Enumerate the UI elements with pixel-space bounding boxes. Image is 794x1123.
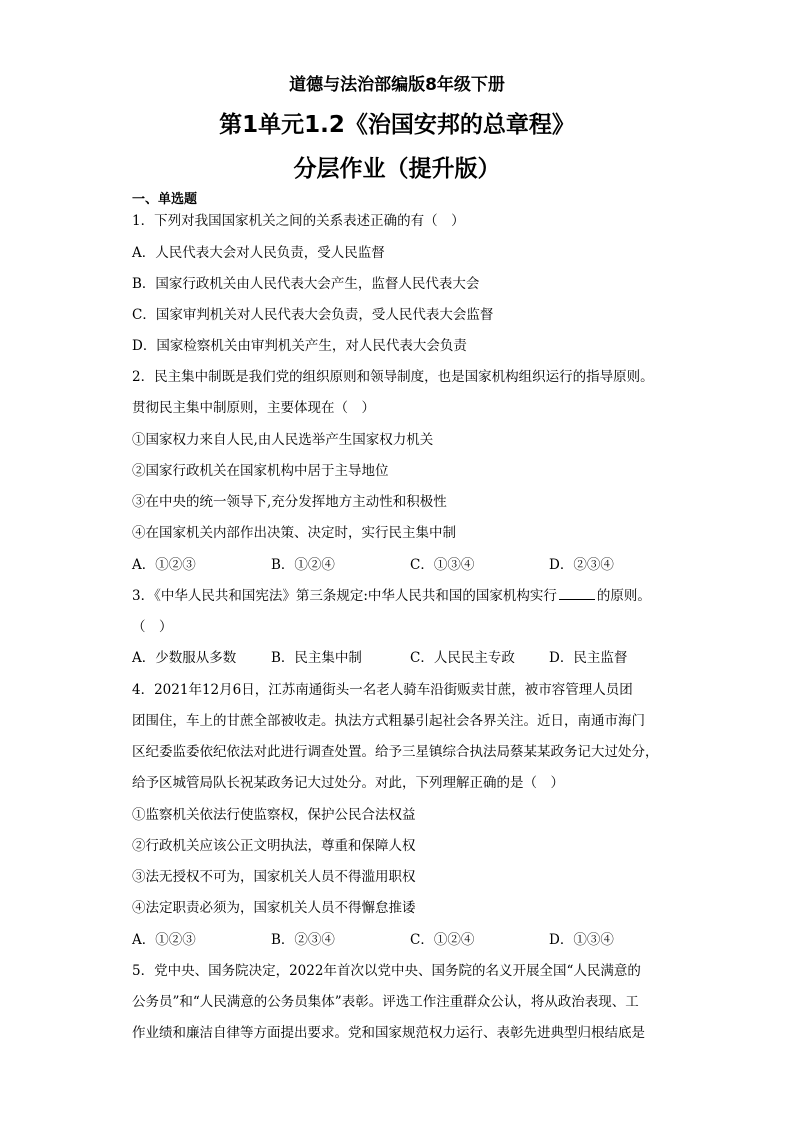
q1-option-a: A．人民代表大会对人民负责，受人民监督 xyxy=(132,245,385,261)
q4-stem-line4: 给予区城管局队长祝某政务记大过处分。对此，下列理解正确的是（ ） xyxy=(132,775,564,791)
q2-statement-2: ②国家行政机关在国家机构中居于主导地位 xyxy=(132,463,389,479)
q2-stem-line2: 贯彻民主集中制原则，主要体现在（ ） xyxy=(132,400,375,416)
document-subtitle: 道德与法治部编版8年级下册 xyxy=(289,75,505,95)
q3-option-d: D．民主监督 xyxy=(549,650,628,666)
q2-stem-line1: 2．民主集中制既是我们党的组织原则和领导制度，也是国家机构组织运行的指导原则。 xyxy=(132,369,654,385)
q3-paren: （ ） xyxy=(132,619,173,635)
q5-stem-line3: 作业绩和廉洁自律等方面提出要求。党和国家规范权力运行、表彰先进典型归根结底是 xyxy=(132,1025,645,1041)
q2-option-c: C．①③④ xyxy=(410,557,475,573)
q2-option-a: A．①②③ xyxy=(132,557,196,573)
q4-stem-line1: 4．2021年12月6日，江苏南通街头一名老人骑车沿街贩卖甘蔗，被市容管理人员团 xyxy=(132,682,633,698)
q4-stem-line2: 团围住，车上的甘蔗全部被收走。执法方式粗暴引起社会各界关注。近日，南通市海门 xyxy=(132,713,645,729)
q1-option-d: D．国家检察机关由审判机关产生，对人民代表大会负责 xyxy=(132,338,467,354)
q5-stem-line1: 5．党中央、国务院决定，2022年首次以党中央、国务院的名义开展全国“人民满意的 xyxy=(132,963,641,979)
q1-stem: 1．下列对我国国家机关之间的关系表述正确的有（ ） xyxy=(132,213,465,229)
q4-statement-1: ①监察机关依法行使监察权，保护公民合法权益 xyxy=(132,807,416,823)
q3-stem-after: 的原则。 xyxy=(596,588,651,604)
document-title-variant: 分层作业（提升版） xyxy=(293,156,501,182)
q4-option-c: C．①②④ xyxy=(410,932,475,948)
q4-statement-4: ④法定职责必须为，国家机关人员不得懈怠推诿 xyxy=(132,900,416,916)
q2-option-d: D．②③④ xyxy=(549,557,614,573)
q2-statement-3: ③在中央的统一领导下,充分发挥地方主动性和积极性 xyxy=(132,494,447,510)
q2-statement-1: ①国家权力来自人民,由人民选举产生国家权力机关 xyxy=(132,432,434,448)
q1-option-c: C．国家审判机关对人民代表大会负责，受人民代表大会监督 xyxy=(132,307,494,323)
q3-stem xyxy=(132,587,651,605)
q3-blank xyxy=(559,587,595,600)
q2-statement-4: ④在国家机关内部作出决策、决定时，实行民主集中制 xyxy=(132,525,456,541)
q4-stem-line3: 区纪委监委依纪依法对此进行调查处置。给予三星镇综合执法局蔡某某政务记大过处分， xyxy=(132,744,659,760)
q1-option-b: B．国家行政机关由人民代表大会产生，监督人民代表大会 xyxy=(132,276,480,292)
section-heading: 一、单选题 xyxy=(132,192,198,207)
q3-option-b: B．民主集中制 xyxy=(271,650,362,666)
q4-statement-3: ③法无授权不可为，国家机关人员不得滥用职权 xyxy=(132,869,416,885)
document-title: 第1单元1.2《治国安邦的总章程》 xyxy=(219,112,575,138)
q2-option-b: B．①②④ xyxy=(271,557,335,573)
q3-stem-before: 3．《中华人民共和国宪法》第三条规定:中华人民共和国的国家机构实行 xyxy=(132,588,557,604)
q4-statement-2: ②行政机关应该公正文明执法，尊重和保障人权 xyxy=(132,838,416,854)
q4-option-b: B．②③④ xyxy=(271,932,335,948)
q3-option-c: C．人民民主专政 xyxy=(410,650,515,666)
q4-option-a: A．①②③ xyxy=(132,932,196,948)
q3-option-a: A．少数服从多数 xyxy=(132,650,237,666)
q4-option-d: D．①③④ xyxy=(549,932,614,948)
q5-stem-line2: 公务员”和“人民满意的公务员集体”表彰。评选工作注重群众公认，将从政治表现、工 xyxy=(132,994,639,1010)
